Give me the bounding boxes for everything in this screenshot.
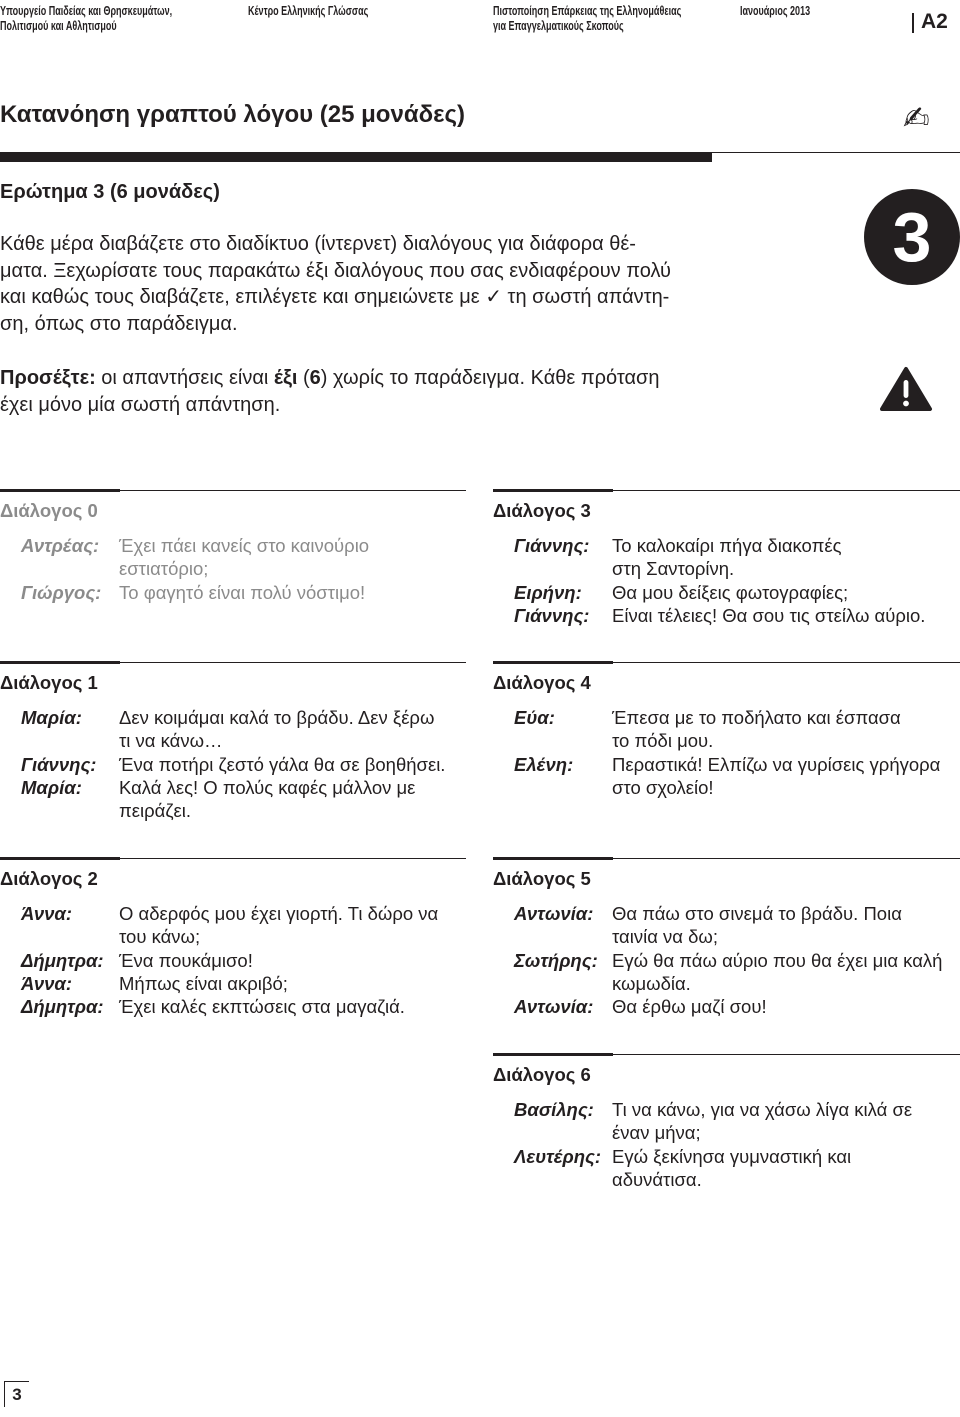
dialog-rule-accent — [493, 489, 613, 492]
dialog-rule — [0, 662, 466, 663]
utterance-line: Δεν κοιμάμαι καλά το βράδυ. Δεν ξέρω — [119, 707, 435, 728]
utterance-line: έναν μήνα; — [612, 1122, 701, 1144]
utterance-line: στη Σαντορίνη. — [612, 558, 735, 580]
answer-count-word: έξι — [273, 367, 298, 389]
utterance — [119, 995, 466, 1018]
dialog-turns — [0, 706, 466, 822]
speaker-name: Γιώργος: — [21, 581, 102, 603]
utterance — [612, 581, 960, 604]
dialog-turn — [493, 534, 960, 581]
instruction-line: ση, όπως στο παράδειγμα. — [0, 313, 238, 336]
utterance-line: Περαστικά! Ελπίζω να γυρίσεις γρήγορα — [612, 753, 941, 775]
utterance — [612, 1098, 960, 1145]
speaker-name: Δήμητρα: — [21, 949, 104, 971]
utterance-line: Καλά λες! Ο πολύς καφές μάλλον με — [119, 776, 416, 798]
dialog-rule — [493, 662, 960, 663]
utterance — [612, 604, 960, 627]
utterance-line: ταινία να δω; — [612, 926, 719, 948]
speaker-name: Γιάννης: — [514, 535, 590, 556]
utterance — [119, 972, 466, 995]
dialog-turn — [0, 902, 466, 949]
utterance — [119, 581, 466, 604]
dialog-title: Διάλογος 6 — [493, 1064, 591, 1085]
question-title: Ερώτημα 3 (6 μονάδες) — [0, 181, 220, 203]
section-divider-line — [712, 152, 960, 153]
dialog-rule-accent — [0, 489, 120, 492]
utterance — [119, 753, 466, 776]
speaker-name: Ειρήνη: — [514, 581, 582, 603]
utterance-line: Θα πάω στο σινεμά το βράδυ. Ποια — [612, 903, 902, 924]
dialog-turns — [493, 902, 960, 1018]
speaker-name: Μαρία: — [21, 707, 82, 728]
exam-date: Ιανουάριος 2013 — [740, 4, 811, 18]
speaker-name: Άννα: — [21, 903, 73, 924]
utterance — [612, 949, 960, 996]
speaker-name: Γιάννης: — [21, 753, 97, 775]
speaker-name: Γιάννης: — [514, 604, 590, 626]
utterance-line: Το φαγητό είναι πολύ νόστιμο! — [119, 581, 366, 603]
dialog-turn — [493, 753, 960, 800]
dialog-turn — [493, 581, 960, 604]
dialog-turn — [493, 902, 960, 949]
speaker-name: Βασίλης: — [514, 1099, 594, 1120]
dialog-turn — [0, 949, 466, 972]
speaker-name: Αντρέας: — [21, 535, 100, 556]
dialog-title: Διάλογος 1 — [0, 672, 98, 693]
utterance-line: Ένα πουκάμισο! — [119, 949, 253, 971]
speaker-name: Ελένη: — [514, 753, 574, 775]
question-number-badge: 3 — [864, 189, 960, 285]
utterance — [119, 706, 466, 753]
dialog-turn — [493, 1098, 960, 1145]
utterance — [612, 534, 960, 581]
utterance-line: Έχει πάει κανείς στο καινούριο — [119, 535, 370, 556]
dialog-rule-accent — [493, 857, 613, 860]
dialog-title: Διάλογος 5 — [493, 868, 591, 889]
utterance — [612, 1145, 960, 1192]
speaker-name: Μαρία: — [21, 776, 82, 798]
certification-name — [493, 4, 681, 34]
utterance — [612, 902, 960, 949]
utterance-line: κωμωδία. — [612, 972, 691, 994]
dialog-rule — [493, 858, 960, 859]
utterance-line: στο σχολείο! — [612, 776, 714, 798]
utterance-line: Εγώ θα πάω αύριο που θα έχει μια καλή — [612, 949, 943, 971]
speaker-name: Δήμητρα: — [21, 996, 104, 1018]
ministry-name — [0, 4, 172, 34]
instruction-line: ματα. Ξεχωρίσατε τους παρακάτω έξι διαλόγους που σας ενδιαφέρουν πολύ — [0, 259, 671, 282]
utterance-line: Ένα ποτήρι ζεστό γάλα θα σε βοηθήσει. — [119, 753, 446, 775]
utterance-line: εστιατόριο; — [119, 558, 209, 580]
utterance-line: Έπεσα με το ποδήλατο και έσπασα — [612, 707, 901, 728]
dialog-title: Διάλογος 4 — [493, 672, 591, 693]
utterance-line: Θα έρθω μαζί σου! — [612, 996, 767, 1018]
dialog-turn — [0, 581, 466, 604]
utterance — [119, 902, 466, 949]
dialog-turns — [493, 534, 960, 627]
dialog-turns — [0, 902, 466, 1018]
dialog-turn — [0, 776, 466, 823]
utterance — [612, 706, 960, 753]
attention-text: οι απαντήσεις είναι — [101, 367, 269, 389]
utterance — [119, 534, 466, 581]
dialog-turn — [493, 706, 960, 753]
speaker-name: Άννα: — [21, 972, 73, 994]
instruction-line: Κάθε μέρα διαβάζετε στο διαδίκτυο (ίντερνετ) διαλόγους για διάφορα θέ- — [0, 233, 636, 255]
certification-line: Πιστοποίηση Επάρκειας της Ελληνομάθειας — [493, 4, 682, 18]
dialog-turn — [493, 995, 960, 1018]
section-title: Κατανόηση γραπτού λόγου (25 μονάδες) — [0, 101, 465, 128]
dialog-rule — [0, 490, 466, 491]
dialog-turn — [0, 995, 466, 1018]
utterance-line: Έχει καλές εκπτώσεις στα μαγαζιά. — [119, 996, 405, 1018]
dialog-title: Διάλογος 3 — [493, 500, 591, 521]
writing-hand-icon: ✍ — [903, 99, 930, 137]
answer-count-digit: 6 — [309, 367, 321, 389]
dialog-title: Διάλογος 2 — [0, 868, 98, 889]
utterance — [612, 753, 960, 800]
utterance-line: Θα μου δείξεις φωτογραφίες; — [612, 581, 849, 603]
dialog-turn — [0, 753, 466, 776]
speaker-name: Λευτέρης: — [514, 1145, 602, 1167]
utterance-line: Είναι τέλειες! Θα σου τις στείλω αύριο. — [612, 604, 926, 626]
dialog-rule — [493, 490, 960, 491]
dialog-turn — [0, 972, 466, 995]
ministry-line: Υπουργείο Παιδείας και Θρησκευμάτων, — [0, 4, 173, 18]
level-badge: A2 — [921, 10, 948, 33]
dialog-turn — [0, 534, 466, 581]
dialog-turns — [493, 706, 960, 799]
dialog-rule — [493, 1054, 960, 1055]
dialog-turns — [493, 1098, 960, 1191]
section-divider-bar — [0, 152, 712, 162]
attention-note — [0, 365, 660, 418]
utterance-line: τι να κάνω… — [119, 730, 223, 752]
utterance-line: αδυνάτισα. — [612, 1168, 702, 1190]
certification-line: για Επαγγελματικούς Σκοπούς — [493, 19, 624, 33]
dialog-turn — [493, 949, 960, 996]
level-divider — [912, 13, 914, 33]
dialog-rule-accent — [0, 661, 120, 664]
utterance — [119, 776, 466, 823]
utterance-line: πειράζει. — [119, 800, 191, 822]
attention-label: Προσέξτε: — [0, 367, 96, 389]
dialog-turn — [493, 604, 960, 627]
attention-line: έχει μόνο μία σωστή απάντηση. — [0, 393, 281, 416]
speaker-name: Αντωνία: — [514, 903, 594, 924]
utterance-line: Τι να κάνω, για να χάσω λίγα κιλά σε — [612, 1099, 913, 1120]
page-number: 3 — [4, 1381, 29, 1407]
instruction-line: και καθώς τους διαβάζετε, επιλέγετε και σημειώνετε με ✓ τη σωστή απάντη- — [0, 286, 670, 309]
attention-text: ) χωρίς το παράδειγμα. Κάθε πρόταση — [320, 367, 660, 389]
dialog-rule-accent — [493, 1053, 613, 1056]
attention-paren: ( — [302, 367, 310, 389]
dialog-turn — [0, 706, 466, 753]
dialog-title: Διάλογος 0 — [0, 500, 98, 521]
utterance — [612, 995, 960, 1018]
dialog-rule-accent — [493, 661, 613, 664]
speaker-name: Σωτήρης: — [514, 949, 598, 971]
utterance-line: Ο αδερφός μου έχει γιορτή. Τι δώρο να — [119, 903, 439, 924]
speaker-name: Αντωνία: — [514, 996, 594, 1018]
attention-line — [0, 365, 660, 392]
utterance-line: του κάνω; — [119, 926, 201, 948]
utterance-line: Εγώ ξεκίνησα γυμναστική και — [612, 1145, 852, 1167]
utterance — [119, 949, 466, 972]
speaker-name: Εύα: — [514, 707, 555, 728]
dialog-turn — [493, 1145, 960, 1192]
warning-icon — [879, 366, 933, 412]
instructions — [0, 231, 671, 338]
utterance-line: Το καλοκαίρι πήγα διακοπές — [612, 535, 842, 556]
center-name: Κέντρο Ελληνικής Γλώσσας — [248, 4, 369, 18]
ministry-line: Πολιτισμού και Αθλητισμού — [0, 19, 117, 33]
dialog-rule-accent — [0, 857, 120, 860]
utterance-line: το πόδι μου. — [612, 730, 714, 752]
dialog-turns — [0, 534, 466, 604]
dialog-rule — [0, 858, 466, 859]
utterance-line: Μήπως είναι ακριβό; — [119, 972, 288, 994]
